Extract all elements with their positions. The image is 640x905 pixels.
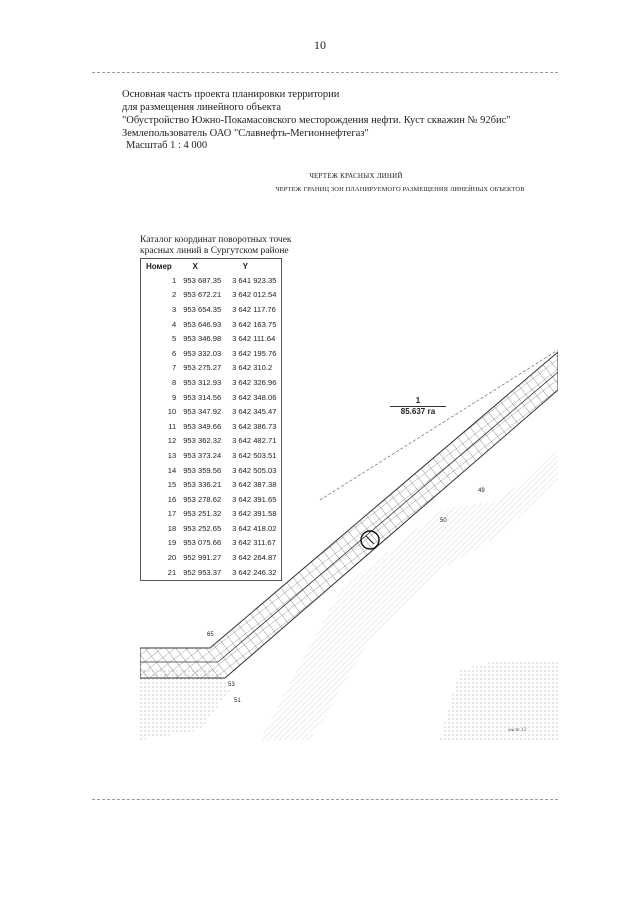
cell-x: 953 373.24 <box>183 450 222 460</box>
header-y: Y <box>242 261 249 271</box>
label-65: 65 <box>207 632 214 638</box>
cell-number: 11 <box>168 421 177 431</box>
table-row <box>141 565 281 580</box>
table-row <box>141 361 281 376</box>
cell-number: 10 <box>167 407 177 417</box>
table-row <box>141 302 281 317</box>
cell-x: 953 312.93 <box>183 377 222 387</box>
sheet-note: лист 12 <box>508 727 527 733</box>
cell-y: 3 642 246.32 <box>232 567 277 577</box>
cell-y: 3 642 326.96 <box>232 377 277 387</box>
cell-number: 19 <box>167 538 177 548</box>
cell-x: 953 646.93 <box>183 319 222 329</box>
cell-x: 953 075.66 <box>183 538 222 548</box>
area-label <box>390 396 446 416</box>
table-row <box>141 404 281 419</box>
header-line-3: "Обустройство Южно-Покамасовского месторождения нефти. Куст скважин № 92бис" <box>122 115 511 126</box>
cell-x: 953 251.32 <box>183 509 222 519</box>
header-line-2: для размещения линейного объекта <box>122 102 281 113</box>
cell-x: 953 349.66 <box>183 421 222 431</box>
cell-number: 7 <box>171 363 177 373</box>
cell-y: 3 642 386.73 <box>232 421 277 431</box>
label-49: 49 <box>478 488 485 494</box>
table-body <box>141 273 281 579</box>
page-number: 10 <box>314 38 326 52</box>
cell-x: 953 362.32 <box>183 436 222 446</box>
cell-x: 953 347.92 <box>183 407 222 417</box>
title-zones: ЧЕРТЕЖ ГРАНИЦ ЗОН ПЛАНИРУЕМОГО РАЗМЕЩЕНИЯ ЛИНЕЙНЫХ ОБЪЕКТОВ <box>275 186 525 193</box>
cell-y: 3 642 348.06 <box>232 392 277 402</box>
cell-y: 3 642 264.87 <box>232 553 277 563</box>
table-row <box>141 492 281 507</box>
cell-y: 3 642 482.71 <box>232 436 277 446</box>
label-51: 51 <box>234 698 241 704</box>
cell-number: 14 <box>167 465 177 475</box>
cell-y: 3 642 012.54 <box>232 290 277 300</box>
cell-x: 952 953.37 <box>183 567 222 577</box>
table-row <box>141 536 281 551</box>
table-row <box>141 317 281 332</box>
cell-y: 3 642 163.75 <box>232 319 277 329</box>
cell-y: 3 642 503.51 <box>232 450 277 460</box>
cell-number: 20 <box>167 553 177 563</box>
area-number: 1 <box>390 396 446 407</box>
table-row <box>141 346 281 361</box>
scale-label: Масштаб 1 : 4 000 <box>126 140 208 151</box>
cell-number: 8 <box>171 377 177 387</box>
cell-x: 952 991.27 <box>183 553 222 563</box>
cell-number: 6 <box>171 348 177 358</box>
table-row <box>141 331 281 346</box>
catalog-title-line-2: красных линий в Сургутском районе <box>140 246 289 256</box>
cell-x: 953 314.56 <box>183 392 222 402</box>
terrain-area-right <box>440 660 558 740</box>
table-row <box>141 477 281 492</box>
cell-x: 953 278.62 <box>183 494 222 504</box>
cell-x: 953 346.98 <box>183 334 222 344</box>
area-value: 85.637 га <box>400 407 436 416</box>
label-53: 53 <box>228 682 235 688</box>
cell-number: 15 <box>167 480 177 490</box>
cell-x: 953 672.21 <box>183 290 222 300</box>
table-row <box>141 521 281 536</box>
table-row <box>141 273 281 288</box>
table-row <box>141 288 281 303</box>
cell-y: 3 642 345.47 <box>232 407 277 417</box>
cell-number: 4 <box>171 319 177 329</box>
table-row <box>141 448 281 463</box>
table-row <box>141 550 281 565</box>
cell-x: 953 332.03 <box>183 348 222 358</box>
cell-number: 3 <box>171 304 177 314</box>
cell-y: 3 642 418.02 <box>232 523 277 533</box>
table-row <box>141 390 281 405</box>
cell-x: 953 252.65 <box>183 523 222 533</box>
cell-number: 12 <box>167 436 177 446</box>
table-row <box>141 419 281 434</box>
table-row <box>141 463 281 478</box>
table-row <box>141 507 281 522</box>
cell-y: 3 642 311.67 <box>232 538 276 548</box>
cell-y: 3 642 387.38 <box>232 480 277 490</box>
cell-y: 3 642 310.2 <box>232 363 273 373</box>
cell-x: 953 359.56 <box>183 465 222 475</box>
cell-y: 3 641 923.35 <box>232 275 277 285</box>
cell-number: 9 <box>171 392 177 402</box>
cell-y: 3 642 391.58 <box>232 509 277 519</box>
cell-x: 953 275.27 <box>183 363 222 373</box>
cell-number: 16 <box>167 494 177 504</box>
header-line-1: Основная часть проекта планировки территории <box>122 89 340 100</box>
cell-number: 17 <box>167 509 177 519</box>
cell-y: 3 642 391.65 <box>232 494 277 504</box>
cell-number: 13 <box>167 450 177 460</box>
cell-y: 3 642 505.03 <box>232 465 277 475</box>
document-header <box>122 88 511 140</box>
coordinate-table <box>140 258 282 581</box>
catalog-title-line-1: Каталог координат поворотных точек <box>140 235 292 245</box>
cell-number: 1 <box>171 275 177 285</box>
header-line-4: Землепользователь ОАО "Славнефть-Мегионнефтегаз" <box>122 128 369 139</box>
cell-x: 953 654.35 <box>183 304 222 314</box>
cell-number: 18 <box>167 523 177 533</box>
cell-x: 953 687.35 <box>183 275 222 285</box>
terrain-area-left <box>140 670 230 740</box>
cell-y: 3 642 111.64 <box>232 334 276 344</box>
header-number: Номер <box>146 261 172 271</box>
label-50: 50 <box>440 518 447 524</box>
cell-number: 21 <box>167 567 177 577</box>
title-red-lines: ЧЕРТЕЖ КРАСНЫХ ЛИНИЙ <box>309 172 403 180</box>
table-row <box>141 434 281 449</box>
header-x: X <box>192 261 198 271</box>
cell-number: 2 <box>171 290 177 300</box>
cell-y: 3 642 195.76 <box>232 348 277 358</box>
cell-number: 5 <box>171 334 177 344</box>
table-row <box>141 375 281 390</box>
catalog-title <box>140 235 292 257</box>
cell-y: 3 642 117.76 <box>232 304 276 314</box>
table-header <box>141 259 281 273</box>
cell-x: 953 336.21 <box>183 480 222 490</box>
